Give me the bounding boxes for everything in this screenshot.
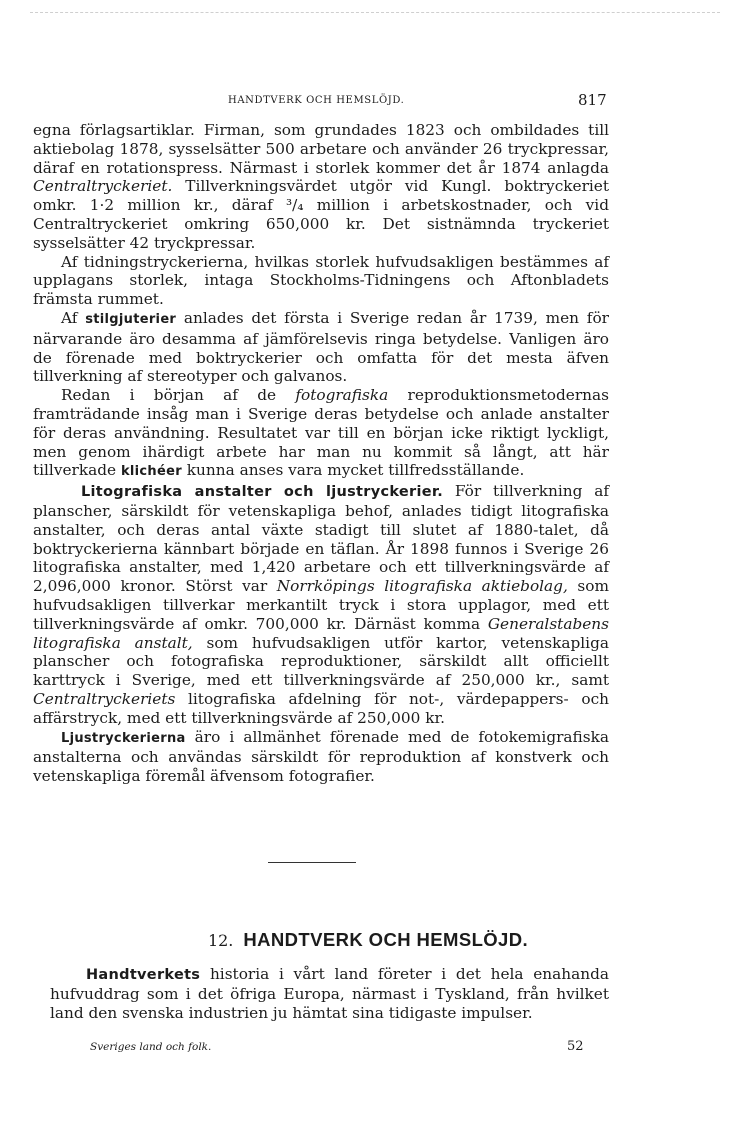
paragraph-firm: egna förlagsartiklar. Firman, som grundades 1823 och ombildades till aktiebolag 1878, sysselsätter 500 arbetare och använder 26 tryckpressar, däraf en rotationspress. Närmast i storlek kommer det år 1874 anlagda Centraltryckeriet. Tillverkningsvärdet utgör vid Kungl. boktryckeriet omkr. 1·2 million kr., däraf ³/₄ million i arbetskostnader, och vid Centraltryckeriet omkring 650,000 kr. Det sistnämnda tryckeriet sysselsätter 42 tryckpressar. [33,121,609,252]
paragraph-collotype: Ljustryckerierna äro i allmänhet förenade med de fotokemigrafiska anstalterna och användas särskildt för reproduktion af konstverk och vetenskapliga föremål äfvensom fotografier. [33,727,609,786]
paragraph-lithography: Litografiska anstalter och ljustryckerier. För tillverkning af planscher, särskildt för vetenskapliga behof, anlades tidigt litografiska anstalter, och deras antal växte stadigt till slutet af 1880-talet, då boktryckerierna kännbart började en täflan. År 1898 funnos i Sverige 26 litografiska anstalter, med 1,420 arbetare och ett tillverkningsvärde af 2,096,000 kronor. Störst var Norrköpings litografiska aktiebolag, som hufvudsakligen tillverkar merkantilt tryck i stora upplagor, med ett tillverkningsvärde af omkr. 700,000 kr. Därnäst komma Generalstabens litografiska anstalt, som hufvudsakligen utför kartor, vetenskapliga planscher och fotografiska reproduktioner, särskildt allt officiellt karttryck i Sverige, med ett tillverkningsvärde af 250,000 kr., samt Centraltryckeriets litografiska afdelning för not-, värdepappers- och affärstryck, med ett tillverkningsvärde af 250,000 kr. [33,482,609,727]
page-footer [0,1039,736,1057]
section-divider [268,862,356,863]
paragraph-photo-reproduction: Redan i början af de fotografiska reproduktionsmetodernas framträdande insåg man i Sverige deras betydelse och anlade anstalter för deras användning. Resultatet var till en början icke riktigt lyckligt, men genom ihärdigt arbete har man nu kommit så långt, att här tillverkade klichéer kunna anses vara mycket tillfredsställande. [33,386,609,480]
chapter-intro [50,965,609,1023]
paragraph-handicraft-intro: Handtverkets historia i vårt land företer i det hela enahanda hufvuddrag som i det öfriga Europa, närmast i Tyskland, från hvilket land den svenska industrien ju hämtat sina tidigaste impulser. [50,965,609,1022]
running-title: HANDTVERK OCH HEMSLÖJD. [228,95,405,106]
paragraph-type-foundries: Af stilgjuterier anlades det första i Sverige redan år 1739, men för närvarande äro desamma af jämförelsevis ringa betydelse. Vanligen äro de förenade med boktryckerier och omfatta för det mesta äfven tillverkning af stereotyper och galvanos. [33,308,609,386]
paragraph-newspaper-printers: Af tidningstryckerierna, hvilkas storlek hufvudsakligen bestämmes af upplagans storlek, intaga Stockholms-Tidningens och Aftonbladets främsta rummet. [33,252,609,309]
chapter-heading [0,929,736,951]
chapter-title: HANDTVERK OCH HEMSLÖJD. [243,929,529,950]
scan-artifact-line [30,12,720,13]
footer-signature: 52 [567,1039,584,1054]
page-number: 817 [578,91,607,109]
footer-book-title: Sveriges land och folk. [90,1041,212,1053]
page-header [0,91,736,113]
body-text [33,121,609,786]
chapter-number: 12. [207,931,234,950]
